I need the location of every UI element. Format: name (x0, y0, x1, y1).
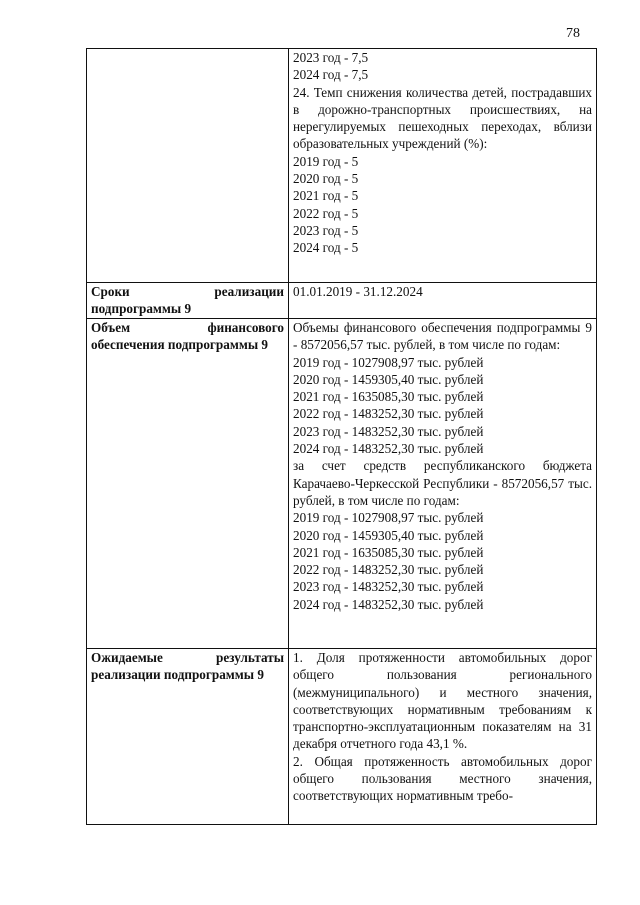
result-item: 1. Доля протяженности автомобильных дорог общего пользования регионального (межмуниципального) и местного значения, соответствующих нормативным требованиям к транспортно-эксплуатационным показателям на 31 декабря отчетного года 43,1 %. (293, 650, 592, 752)
year-value: 2023 год - 1483252,30 тыс. рублей (293, 423, 484, 439)
year-value: 2021 год - 5 (293, 188, 359, 204)
year-value: 2024 год - 1483252,30 тыс. рублей (293, 596, 484, 612)
year-value: 2020 год - 5 (293, 171, 359, 187)
financing-intro: Объемы финансового обеспечения подпрограммы 9 - 8572056,57 тыс. рублей, в том числе по годам: (293, 320, 592, 353)
year-value: 2019 год - 1027908,97 тыс. рублей (293, 354, 484, 370)
row-content: 01.01.2019 - 31.12.2024 (289, 283, 597, 319)
year-value: 2022 год - 1483252,30 тыс. рублей (293, 406, 484, 422)
year-value: 2019 год - 1027908,97 тыс. рублей (293, 510, 484, 526)
year-value: 2023 год - 5 (293, 222, 359, 238)
table-row (87, 49, 597, 283)
row-label (87, 49, 289, 283)
table-row (87, 649, 597, 825)
result-item: 2. Общая протяженность автомобильных дорог общего пользования местного значения, соответствующих нормативным требо- (293, 753, 592, 804)
year-value: 2019 год - 5 (293, 153, 359, 169)
year-value: 2020 год - 1459305,40 тыс. рублей (293, 527, 484, 543)
row-content (289, 319, 597, 649)
passport-table (86, 48, 597, 825)
page-number: 78 (566, 26, 580, 41)
table-row (87, 283, 597, 319)
row-label: Ожидаемые результаты реализации подпрограммы 9 (87, 649, 289, 825)
year-value: 2021 год - 1635085,30 тыс. рублей (293, 544, 484, 560)
year-value: 2021 год - 1635085,30 тыс. рублей (293, 389, 484, 405)
year-value: 2023 год - 7,5 (293, 50, 369, 65)
table-row (87, 319, 597, 649)
row-content (289, 649, 597, 825)
row-content (289, 49, 597, 283)
year-value: 2022 год - 1483252,30 тыс. рублей (293, 562, 484, 578)
year-value: 2020 год - 1459305,40 тыс. рублей (293, 371, 484, 387)
year-value: 2022 год - 5 (293, 205, 359, 221)
row-label: Сроки реализации подпрограммы 9 (87, 283, 289, 319)
year-value: 2024 год - 7,5 (293, 67, 369, 83)
year-value: 2024 год - 5 (293, 240, 359, 256)
year-value: 2024 год - 1483252,30 тыс. рублей (293, 441, 484, 457)
budget-source-text: за счет средств республиканского бюджета Карачаево-Черкесской Республики - 8572056,57 тыс. рублей, в том числе по годам: (293, 458, 592, 508)
indicator-text: 24. Темп снижения количества детей, пострадавших в дорожно-транспортных происшествиях, на нерегулируемых пешеходных переходах, вблизи образовательных учреждений (%): (293, 84, 592, 152)
row-label: Объем финансового обеспечения подпрограммы 9 (87, 319, 289, 649)
year-value: 2023 год - 1483252,30 тыс. рублей (293, 579, 484, 595)
